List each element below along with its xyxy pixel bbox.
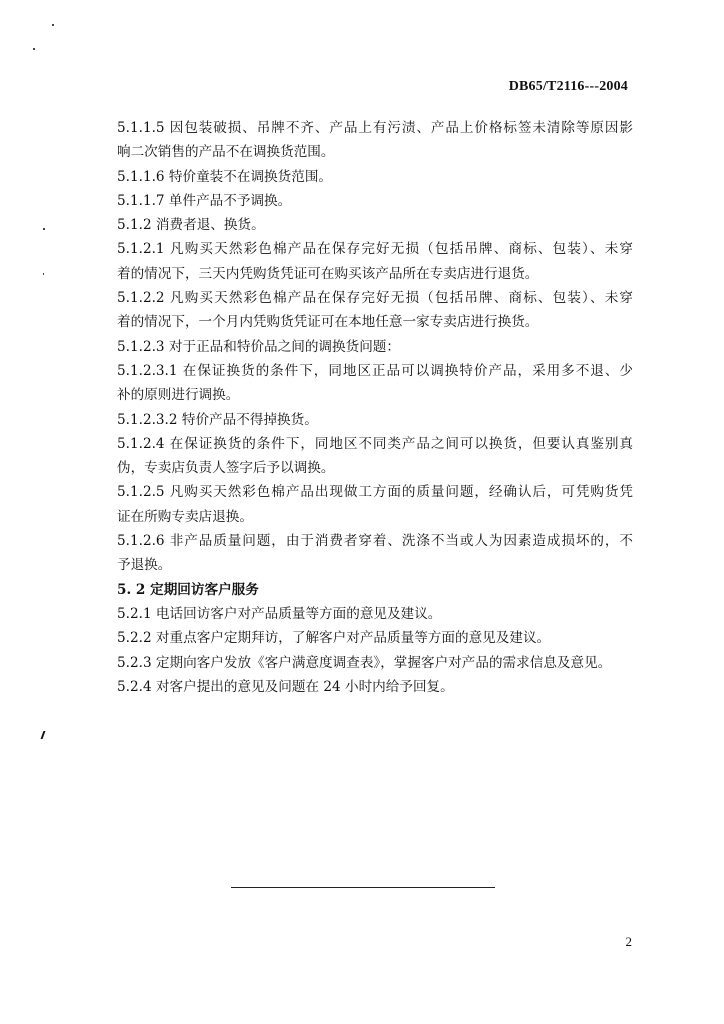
end-rule (231, 887, 495, 888)
scan-speck (33, 48, 35, 50)
text-line: 5.1.1.7 单件产品不予调换。 (117, 192, 292, 209)
text-line: 5.1.2.1 凡购买天然彩色棉产品在保存完好无损（包括吊牌、商标、包装）、未穿 (117, 241, 633, 258)
text-line: 证在所购专卖店退换。 (117, 508, 253, 525)
document-body (117, 116, 633, 699)
scan-speck (43, 273, 44, 275)
text-line: 5.1.2.6 非产品质量问题，由于消费者穿着、洗涤不当或人为因素造成损坏的，不 (117, 533, 633, 550)
text-line: 5.2.4 对客户提出的意见及问题在 24 小时内给予回复。 (117, 678, 454, 695)
text-line: 5.1.2.4 在保证换货的条件下，同地区不同类产品之间可以换货，但要认真鉴别真 (117, 435, 633, 452)
text-line: 5.2.1 电话回访客户对产品质量等方面的意见及建议。 (117, 605, 442, 622)
text-line: 5.1.2.3 对于正品和特价品之间的调换货问题： (117, 338, 400, 355)
document-code: DB65/T2116---2004 (508, 79, 628, 94)
text-line: 5.1.2.3.2 特价产品不得掉换货。 (117, 411, 318, 428)
scan-speck (43, 228, 45, 230)
scan-speck (52, 24, 54, 26)
text-line: 着的情况下，三天内凭购货凭证可在购买该产品所在专卖店进行退货。 (117, 265, 539, 282)
scan-mark (41, 731, 46, 739)
text-line: 5.1.2.2 凡购买天然彩色棉产品在保存完好无损（包括吊牌、商标、包装）、未穿 (117, 290, 633, 307)
text-line: 予退换。 (117, 557, 172, 574)
text-line: 响二次销售的产品不在调换货范围。 (117, 144, 335, 161)
text-line: 5.2.3 定期向客户发放《客户满意度调查表》，掌握客户对产品的需求信息及意见。 (117, 654, 612, 671)
text-line: 5.1.1.5 因包装破损、吊牌不齐、产品上有污渍、产品上价格标签未清除等原因影 (117, 120, 633, 136)
text-line: 5.1.2 消费者退、换货。 (117, 217, 265, 234)
text-line: 伪，专卖店负责人签字后予以调换。 (117, 460, 335, 477)
text-line: 5.1.2.3.1 在保证换货的条件下，同地区正品可以调换特价产品，采用多不退、少 (117, 362, 633, 379)
page-number: 2 (625, 934, 632, 949)
text-line: 5.1.2.5 凡购买天然彩色棉产品出现做工方面的质量问题，经确认后，可凭购货凭 (117, 484, 633, 501)
section-heading: 5. 2 定期回访客户服务 (117, 581, 259, 598)
text-line: 着的情况下，一个月内凭购货凭证可在本地任意一家专卖店进行换货。 (117, 314, 539, 331)
text-line: 5.1.1.6 特价童装不在调换货范围。 (117, 168, 333, 185)
text-line: 5.2.2 对重点客户定期拜访，了解客户对产品质量等方面的意见及建议。 (117, 630, 551, 647)
text-line: 补的原则进行调换。 (117, 387, 240, 404)
